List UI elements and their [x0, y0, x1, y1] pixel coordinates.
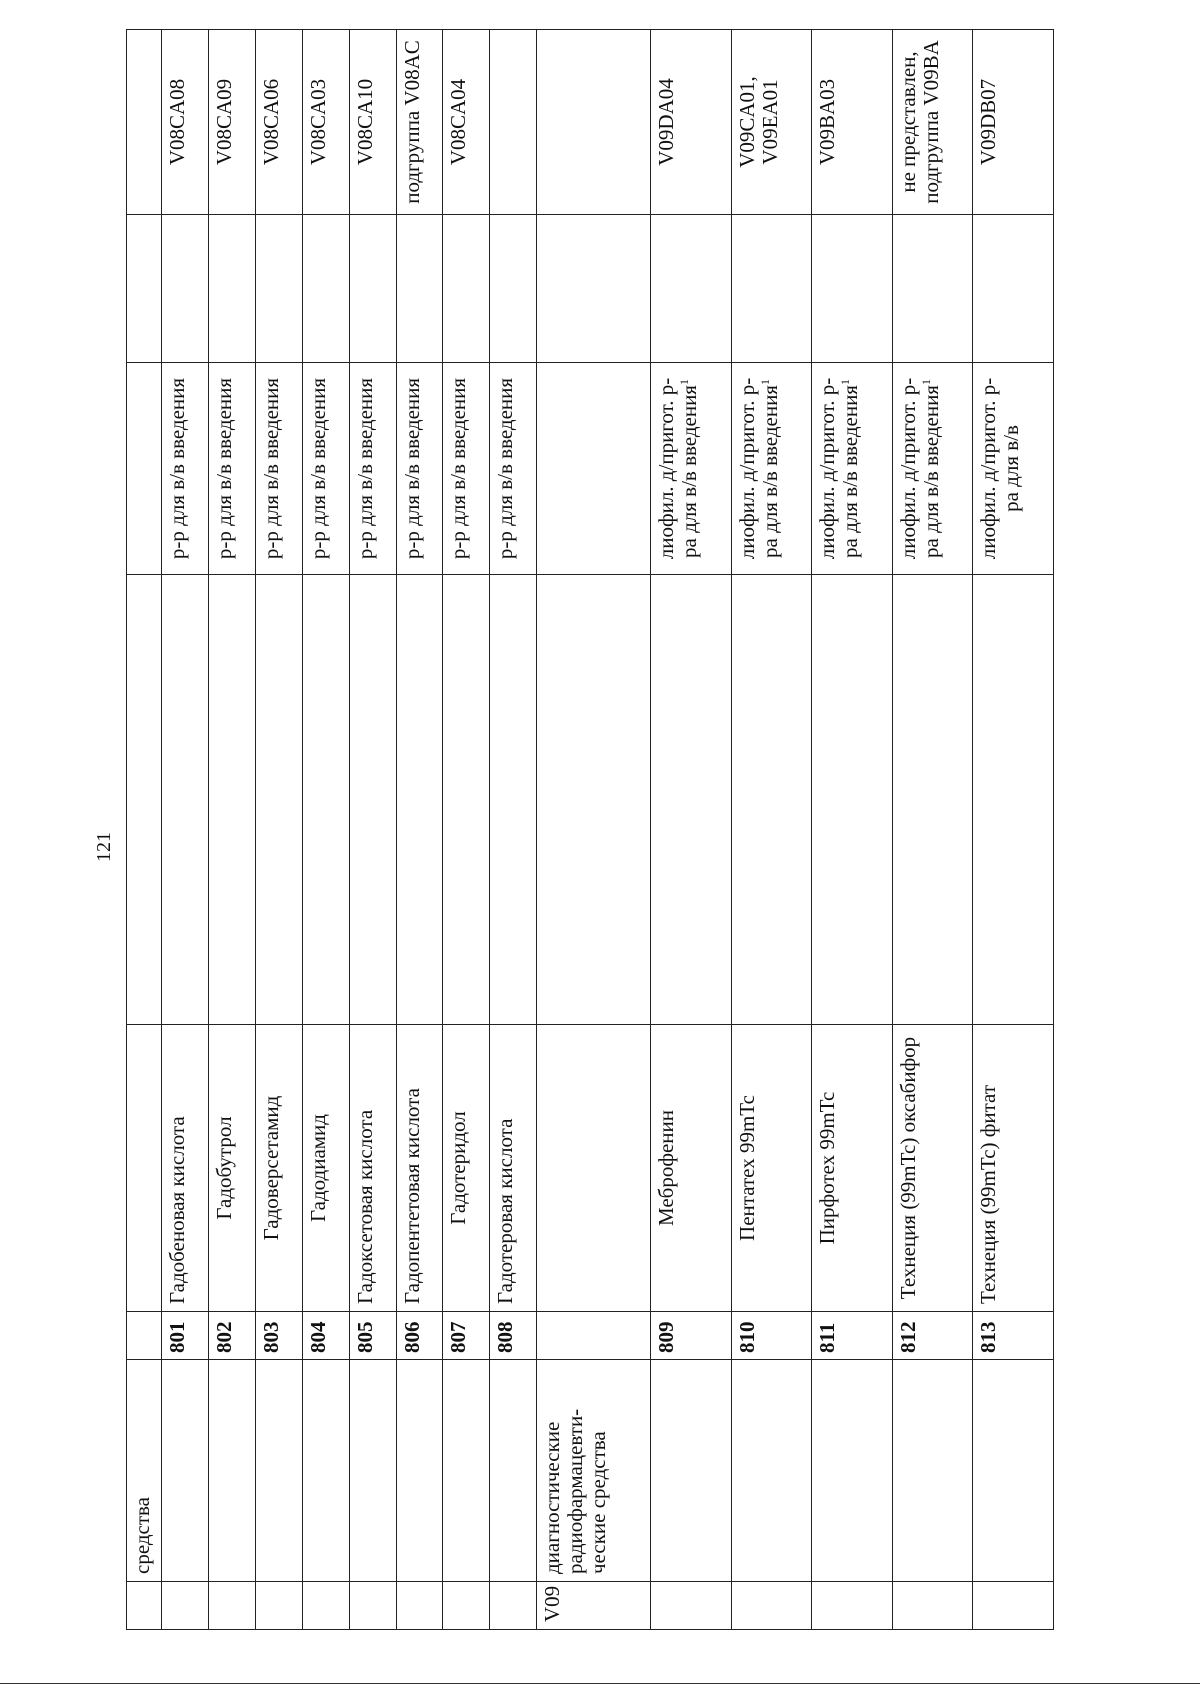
- row-number: 801: [162, 1312, 209, 1360]
- row-number: 807: [443, 1312, 490, 1360]
- table-row: [490, 30, 537, 1630]
- table-row: [255, 30, 302, 1630]
- dosage-form: р-р для в/в введения: [396, 363, 443, 575]
- row-number: 810: [731, 1312, 812, 1360]
- row-number: 803: [255, 1312, 302, 1360]
- drug-name: Гадоверсетамид: [255, 1025, 302, 1312]
- drug-table: [126, 29, 1054, 1630]
- row-number: 812: [892, 1312, 973, 1360]
- row-number: 802: [208, 1312, 255, 1360]
- dosage-form: [731, 363, 812, 575]
- dosage-form: р-р для в/в введения: [490, 363, 537, 575]
- table-body: [127, 30, 1054, 1630]
- table-row: [443, 30, 490, 1630]
- table-row: [396, 30, 443, 1630]
- table-row: [892, 30, 973, 1630]
- atc-code: V08CA04: [443, 30, 490, 215]
- drug-name: Технеция (99mTc) оксабифор: [892, 1025, 973, 1312]
- dosage-form: р-р для в/в введения: [208, 363, 255, 575]
- footnote-mark: 1: [677, 379, 692, 386]
- dosage-form-text: лиофил. д/пригот. р-ра для в/в введения: [734, 377, 782, 560]
- table-row: [651, 30, 732, 1630]
- atc-code: V09CA01, V09EA01: [731, 30, 812, 215]
- dosage-form: р-р для в/в введения: [302, 363, 349, 575]
- atc-code: V09DA04: [651, 30, 732, 215]
- table-row: [349, 30, 396, 1630]
- table-row: [127, 30, 162, 1630]
- drug-name: Гадобеновая кислота: [162, 1025, 209, 1312]
- dosage-form: [892, 363, 973, 575]
- table-row: [537, 30, 651, 1630]
- table-row: [973, 30, 1054, 1630]
- drug-name: Меброфенин: [651, 1025, 732, 1312]
- row-number: 806: [396, 1312, 443, 1360]
- atc-code: V08CA09: [208, 30, 255, 215]
- dosage-form-text: лиофил. д/пригот. р-ра для в/в: [976, 377, 1024, 560]
- dosage-form-text: лиофил. д/пригот. р-ра для в/в введения: [654, 377, 702, 560]
- atc-code: подгруппа V08AC: [396, 30, 443, 215]
- drug-name: Гадотеридол: [443, 1025, 490, 1312]
- atc-code: не представлен, подгруппа V09BA: [892, 30, 973, 215]
- dosage-form-text: лиофил. д/пригот. р-ра для в/в введения: [815, 377, 863, 560]
- drug-name: Гадопентетовая кислота: [396, 1025, 443, 1312]
- drug-name: Гадодиамид: [302, 1025, 349, 1312]
- table-row: [162, 30, 209, 1630]
- group-code-cell: [127, 1582, 162, 1630]
- page-bottom-rule: [0, 1683, 1200, 1684]
- atc-code: V09BA03: [812, 30, 893, 215]
- row-number: 804: [302, 1312, 349, 1360]
- row-number: 805: [349, 1312, 396, 1360]
- drug-name: Пирфотех 99mTc: [812, 1025, 893, 1312]
- drug-name: Гадобутрол: [208, 1025, 255, 1312]
- dosage-form-text: лиофил. д/пригот. р-ра для в/в введения: [895, 377, 943, 560]
- group-name-cell: диагностические радиофармацевти-ческие средства: [537, 1360, 651, 1582]
- row-number: 811: [812, 1312, 893, 1360]
- atc-code: V08CA06: [255, 30, 302, 215]
- group-name-cell: средства: [127, 1360, 162, 1582]
- drug-name: Гадоксетовая кислота: [349, 1025, 396, 1312]
- dosage-form: [812, 363, 893, 575]
- dosage-form: р-р для в/в введения: [162, 363, 209, 575]
- dosage-form: [651, 363, 732, 575]
- footnote-mark: 1: [838, 379, 853, 386]
- dosage-form: [973, 363, 1054, 575]
- table-row: [208, 30, 255, 1630]
- table-row: [731, 30, 812, 1630]
- row-number: 813: [973, 1312, 1054, 1360]
- group-code-cell: V09: [537, 1582, 651, 1630]
- table-row: [812, 30, 893, 1630]
- table-row: [302, 30, 349, 1630]
- drug-name: Технеция (99mTc) фитат: [973, 1025, 1054, 1312]
- dosage-form: р-р для в/в введения: [443, 363, 490, 575]
- atc-code: V08CA03: [302, 30, 349, 215]
- atc-code: V08CA10: [349, 30, 396, 215]
- atc-code: V08CA08: [162, 30, 209, 215]
- dosage-form: р-р для в/в введения: [255, 363, 302, 575]
- dosage-form: р-р для в/в введения: [349, 363, 396, 575]
- rotated-table-container: [126, 30, 1054, 1630]
- footnote-mark: 1: [757, 379, 772, 386]
- page-number: 121: [93, 832, 115, 862]
- drug-name: Гадотеровая кислота: [490, 1025, 537, 1312]
- drug-name: Пентатех 99mTc: [731, 1025, 812, 1312]
- row-number: 808: [490, 1312, 537, 1360]
- atc-code: [490, 30, 537, 215]
- row-number: 809: [651, 1312, 732, 1360]
- footnote-mark: 1: [918, 379, 933, 386]
- atc-code: V09DB07: [973, 30, 1054, 215]
